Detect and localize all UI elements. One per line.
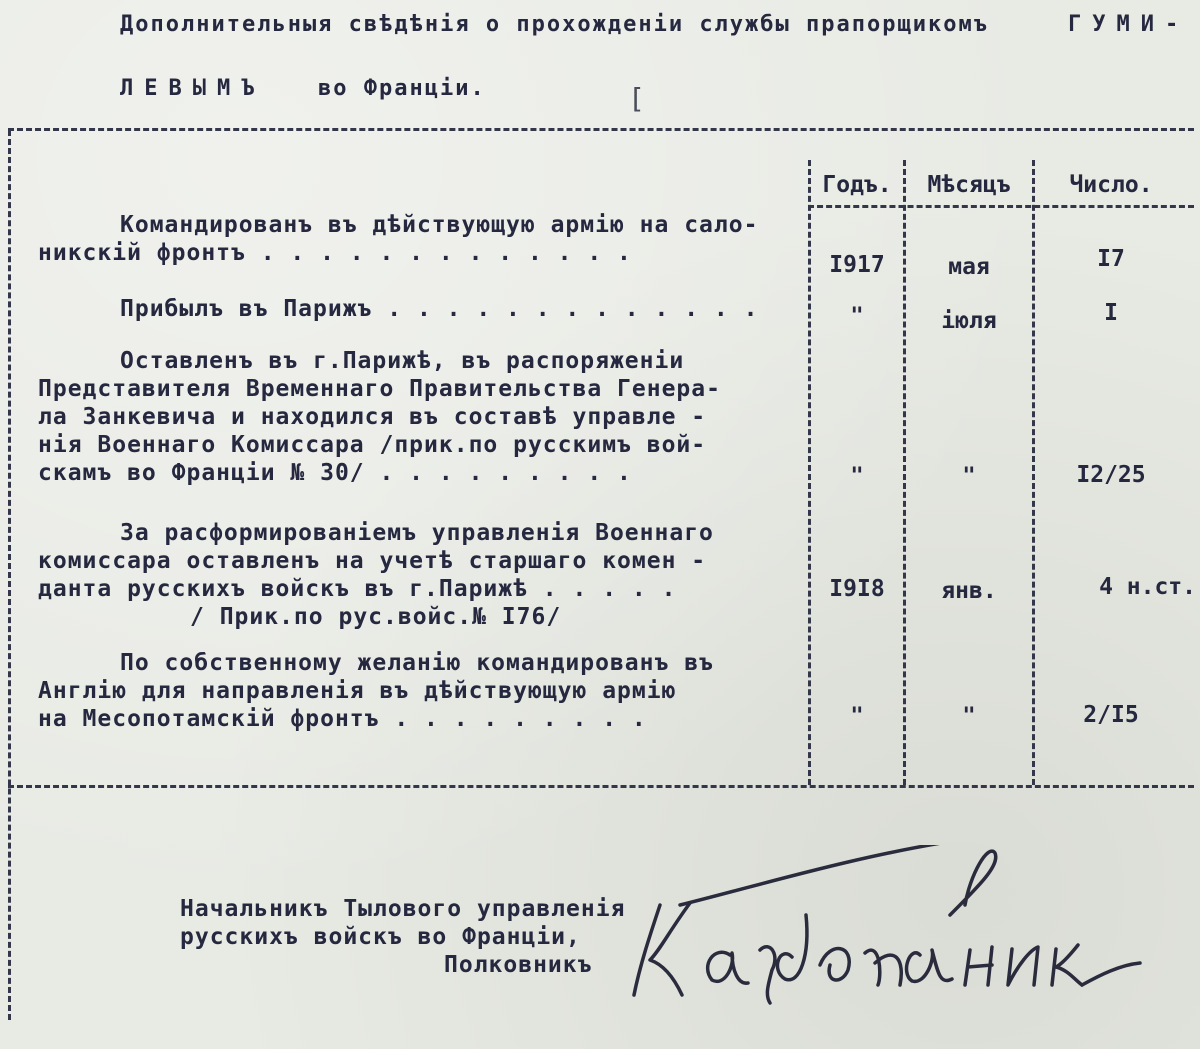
entry-day: 4 н.ст. [1099,574,1196,600]
entry-text-line: Оставленъ въ г.Парижѣ, въ распоряженіи [120,348,685,374]
month-column-rule [903,160,906,785]
entry-text-line: По собственному желанію командированъ въ [120,650,714,676]
entry-text-line: ла Занкевича и находился въ составѣ управле - [38,404,707,430]
entry-day: I [1104,300,1118,326]
entry-text-line: Командированъ въ дѣйствующую армію на сало- [120,212,759,238]
year-column-rule [808,160,811,785]
table-left-rule [8,130,11,1020]
day-column-rule [1032,160,1035,785]
entry-year: I917 [829,252,885,278]
entry-text-line: Прибылъ въ Парижъ . . . . . . . . . . . . . [120,296,759,322]
entry-month-ditto: " [962,464,976,489]
table-bottom-rule [8,785,1194,788]
entry-day: I7 [1097,246,1125,272]
entry-year-ditto: " [850,704,864,729]
entry-month: мая [948,254,990,280]
entry-text-line: Представителя Временнаго Правительства Генера- [38,376,721,402]
signatory-rank: Полковникъ [444,952,593,978]
entry-text-line: комиссара оставленъ на учетѣ старшаго комен - [38,548,707,574]
entry-day: 2/I5 [1083,702,1139,728]
entry-year-ditto: " [850,464,864,489]
entry-month: янв. [941,578,997,604]
header-line-2: во Франціи. [318,76,486,101]
entry-text-line: / Прик.по рус.войс.№ I76/ [190,604,562,630]
entry-text-line: За расформированіемъ управленія Военнаго [120,520,714,546]
signatory-title-line-2: русскихъ войскъ во Франціи, [180,924,581,950]
entry-month: іюля [941,308,997,334]
column-header-day: Число. [1069,172,1153,198]
bracket-mark: [ [628,82,645,115]
entry-text-line: нія Военнаго Комиссара /прик.по русскимъ вой- [38,432,707,458]
entry-text-line: никскій фронтъ . . . . . . . . . . . . . [38,240,632,266]
entry-text-line: на Месопотамскій фронтъ . . . . . . . . . [38,706,647,732]
entry-year: I9I8 [829,576,885,602]
column-header-rule [808,205,1194,208]
handwritten-signature [620,845,1160,1005]
table-top-rule [8,128,1194,131]
column-header-month: Мѣсяцъ [927,172,1011,198]
header-line-1: Дополнительныя свѣдѣнія о прохожденіи службы прапорщикомъ [120,12,989,37]
signatory-title-line-1: Начальникъ Тылового управленія [180,896,626,922]
entry-text-line: данта русскихъ войскъ въ г.Парижѣ . . . . . [38,576,677,602]
entry-month-ditto: " [962,704,976,729]
entry-year-ditto: " [850,304,864,329]
column-header-year: Годъ. [822,172,892,198]
entry-text-line: Англію для направленія въ дѣйствующую армію [38,678,677,704]
header-surname-part-2: ЛЕВЫМЪ [120,76,266,101]
entry-text-line: скамъ во Франціи № 30/ . . . . . . . . . [38,460,632,486]
header-surname-part-1: ГУМИ- [1068,12,1190,37]
entry-day: I2/25 [1076,462,1146,488]
